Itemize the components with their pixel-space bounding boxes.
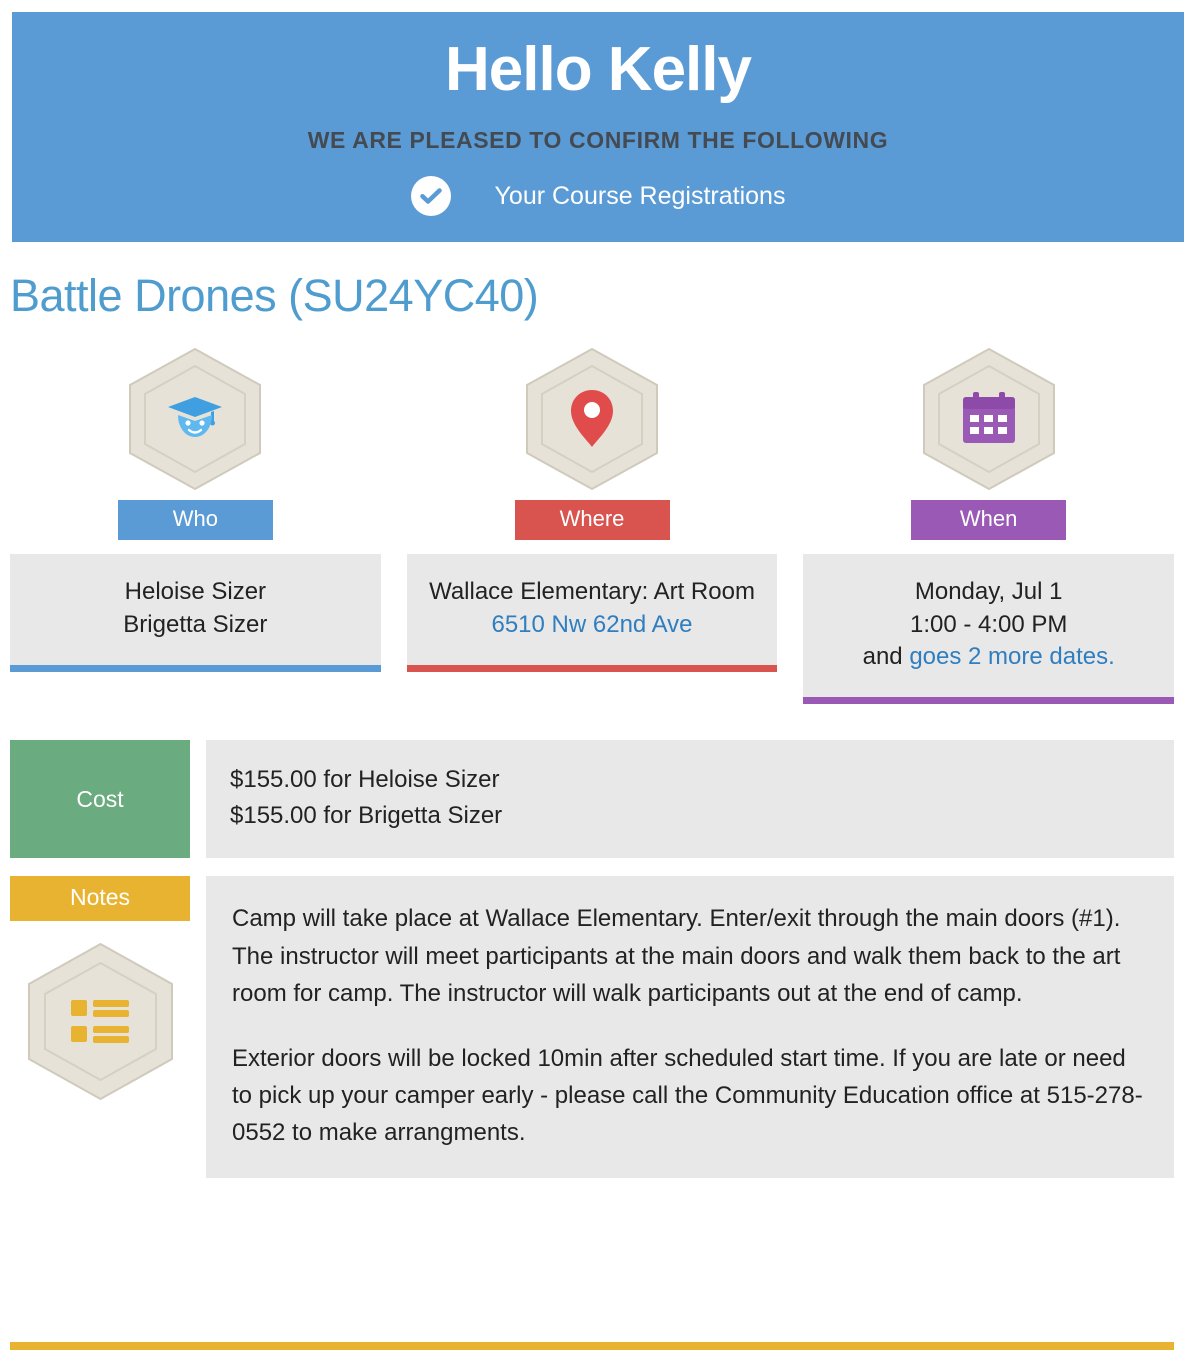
graduate-student-icon: [160, 384, 230, 454]
calendar-icon: [954, 384, 1024, 454]
column-where: [407, 344, 778, 672]
who-line-2: Brigetta Sizer: [123, 610, 268, 638]
check-circle-icon: [411, 176, 451, 216]
list-block-icon: [65, 987, 135, 1057]
when-hex-badge: [914, 344, 1064, 494]
page-title: Hello Kelly: [445, 35, 751, 104]
column-when: [803, 344, 1174, 704]
when-more-dates-link[interactable]: goes 2 more dates.: [909, 643, 1115, 671]
header-subtitle: WE ARE PLEASED TO CONFIRM THE FOLLOWING: [307, 127, 889, 154]
when-more-row: [817, 641, 1160, 673]
cost-section: [10, 740, 1174, 858]
confirm-row: [12, 176, 1184, 216]
who-panel: [10, 554, 381, 672]
notes-paragraph-1: Camp will take place at Wallace Elementary. Enter/exit through the main doors (#1). The instructor will meet participants at the main doors and walk them back to the art room for camp. The instructor will walk participants out at the end of camp.: [232, 905, 1121, 1007]
cost-body: [206, 740, 1174, 858]
cost-line-2: $155.00 for Brigetta Sizer: [230, 802, 503, 830]
map-pin-icon: [557, 384, 627, 454]
cost-line-1: $155.00 for Heloise Sizer: [230, 766, 500, 794]
where-address-link[interactable]: 6510 Nw 62nd Ave: [491, 610, 693, 638]
who-hex-badge: [120, 344, 270, 494]
who-pill-label: Who: [118, 500, 273, 540]
where-panel: [407, 554, 778, 672]
notes-left-column: [10, 876, 190, 1104]
when-panel: [803, 554, 1174, 704]
notes-section: [10, 876, 1174, 1177]
when-time: 1:00 - 4:00 PM: [909, 610, 1068, 638]
where-hex-badge: [517, 344, 667, 494]
notes-body: [206, 876, 1174, 1177]
confirm-label: Your Course Registrations: [494, 181, 786, 210]
where-location: Wallace Elementary: Art Room: [429, 578, 755, 606]
column-who: [10, 344, 381, 672]
where-pill-label: Where: [515, 500, 670, 540]
when-more-prefix: and: [862, 643, 910, 671]
cost-label: Cost: [10, 740, 190, 858]
notes-hex-badge: [18, 939, 183, 1104]
course-title: Battle Drones (SU24YC40): [10, 270, 539, 322]
info-columns: [0, 344, 1184, 704]
notes-paragraph-2: Exterior doors will be locked 10min after scheduled start time. If you are late or need to pick up your camper early - please call the Community Education office at 515-278-0552 to make arrangments.: [232, 1045, 1143, 1147]
when-date: Monday, Jul 1: [914, 578, 1063, 606]
notes-label: Notes: [10, 876, 190, 921]
footer-accent-bar: [10, 1342, 1174, 1350]
when-pill-label: When: [911, 500, 1066, 540]
confirmation-header: [12, 12, 1184, 242]
who-line-1: Heloise Sizer: [124, 578, 267, 606]
